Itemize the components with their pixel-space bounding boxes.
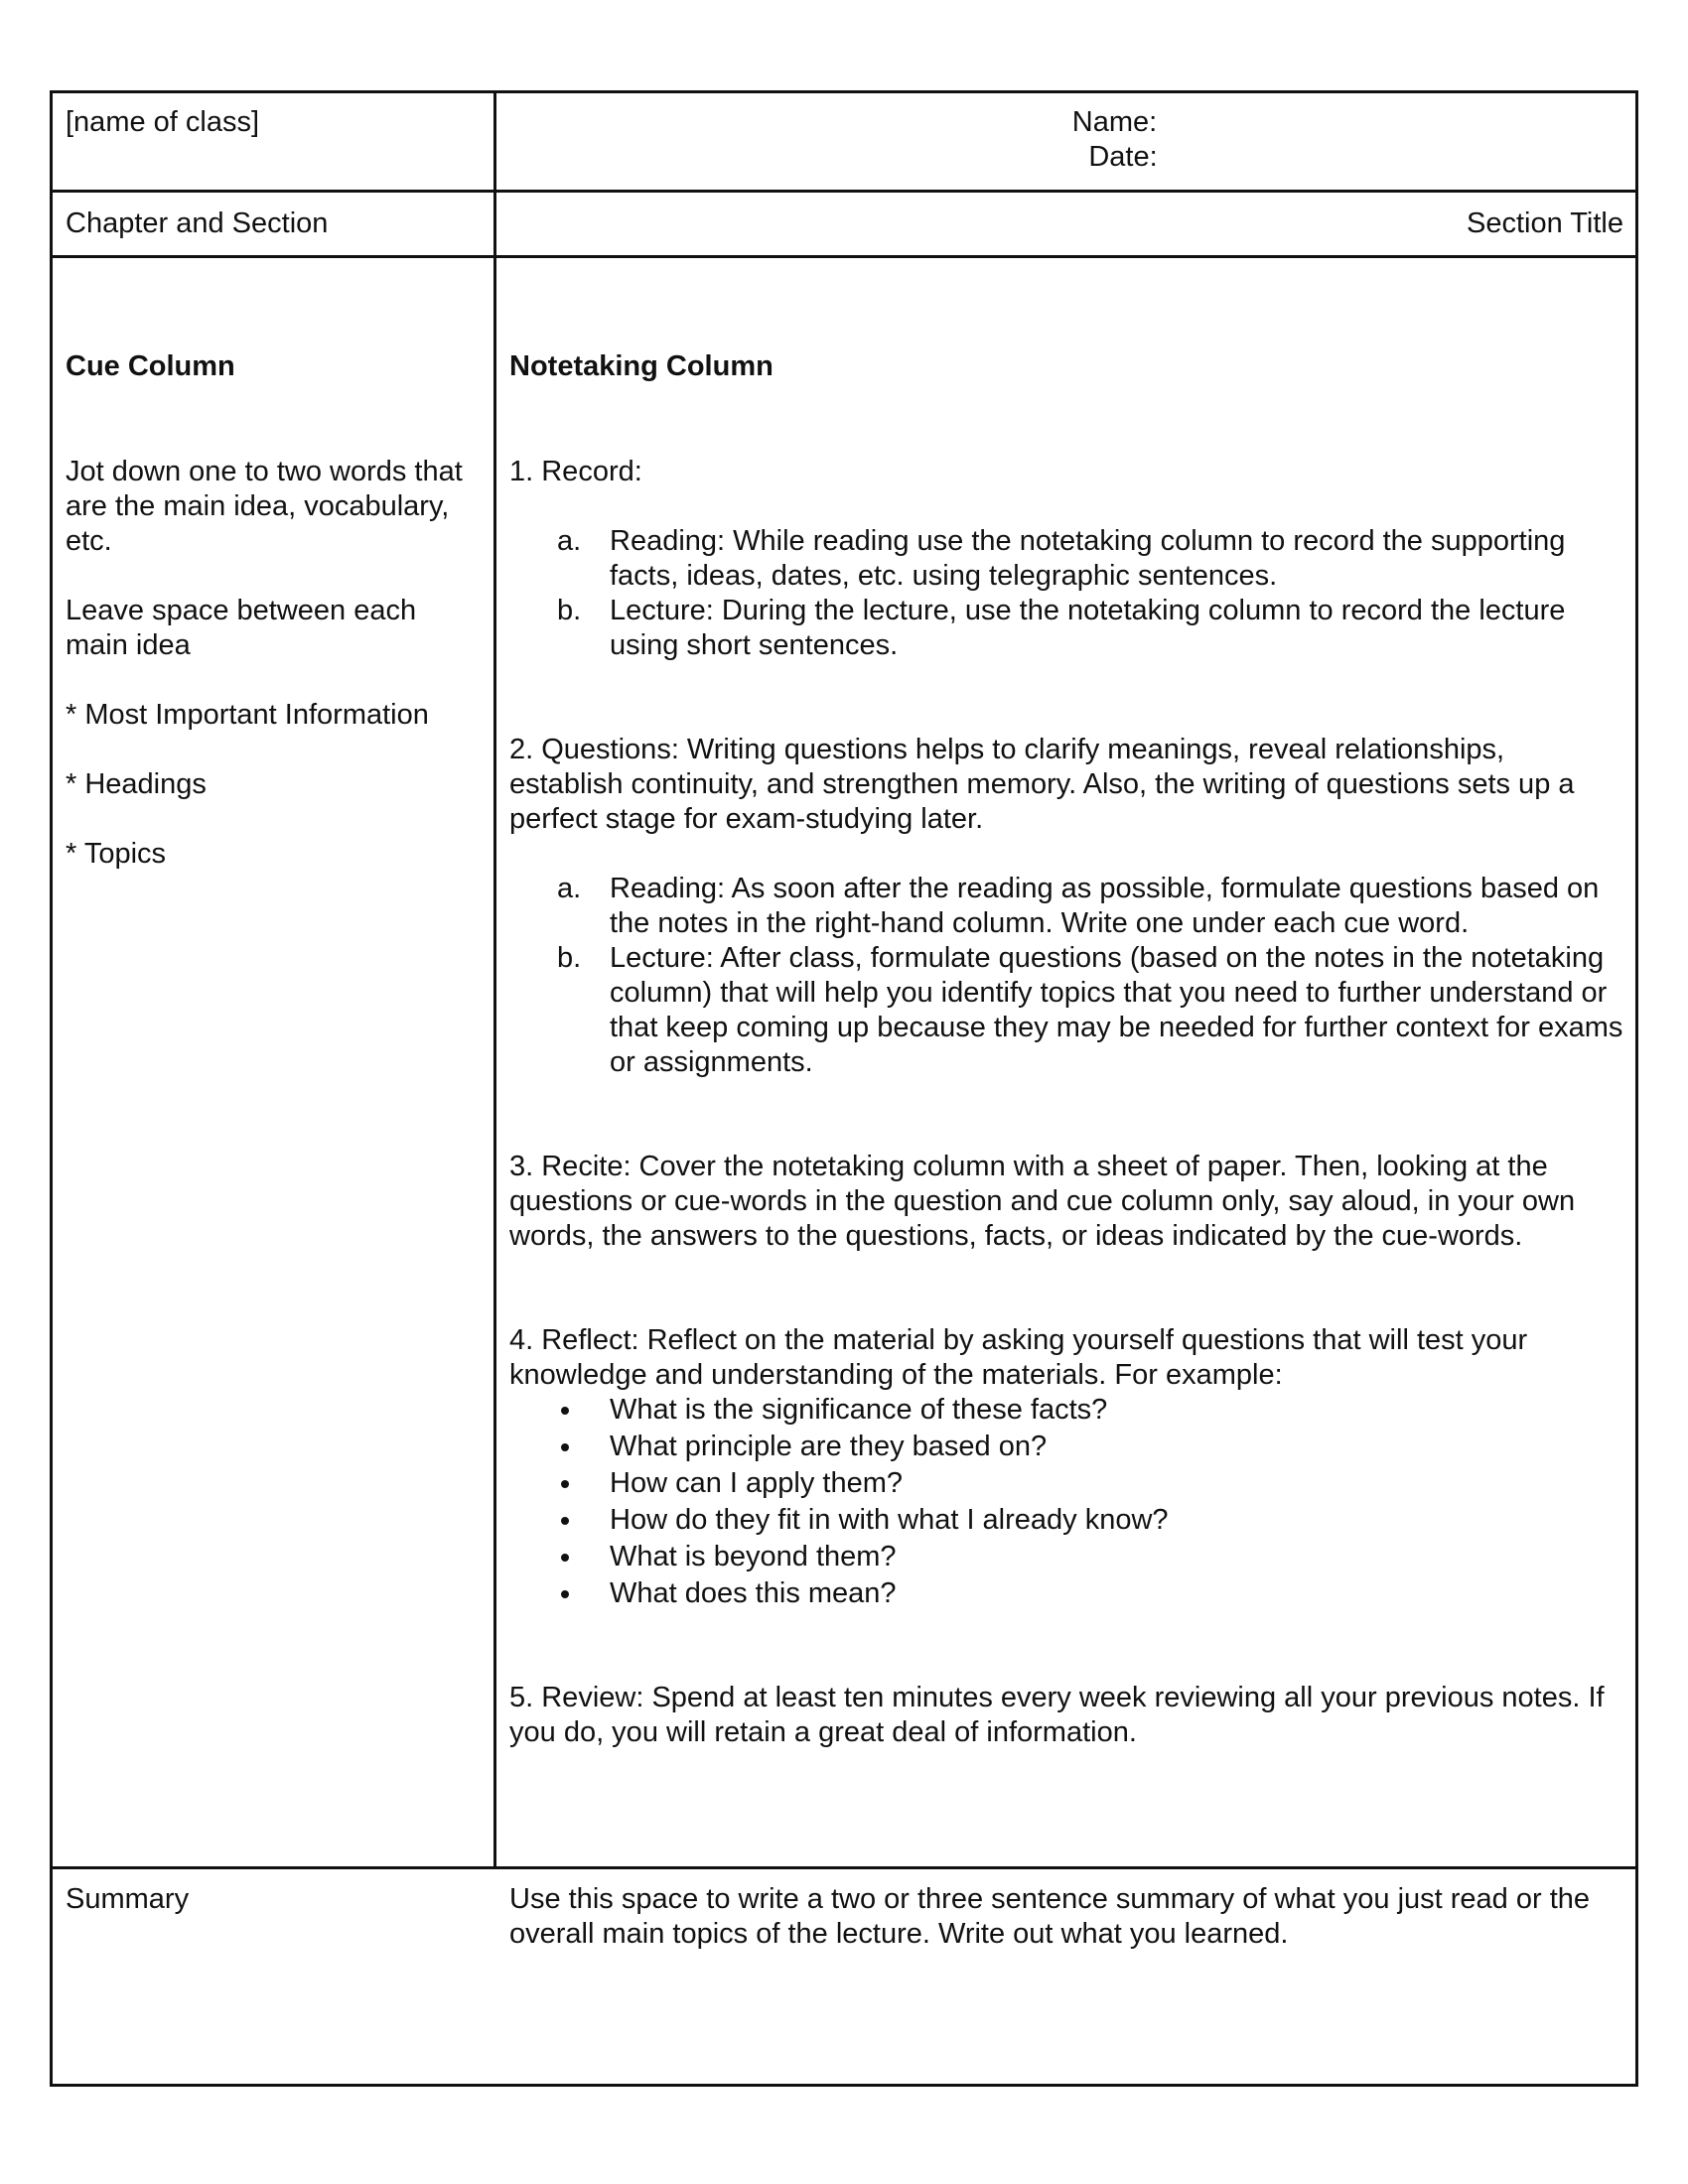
list-item-text: Reading: While reading use the notetaking column to record the supporting facts, ideas, dates, etc. using telegraphic sentences.	[610, 525, 1566, 592]
list-marker: a.	[557, 873, 582, 904]
list-item	[509, 594, 1623, 663]
list-marker: a.	[557, 525, 582, 557]
bullet-item	[509, 1430, 1623, 1464]
chapter-section-cell[interactable]	[53, 193, 496, 258]
list-item	[509, 872, 1623, 941]
bullet-text: What is the significance of these facts?	[610, 1394, 1108, 1426]
summary-label-cell[interactable]	[53, 1869, 496, 2084]
bullet-item	[509, 1466, 1623, 1501]
bullet-text: What does this mean?	[610, 1577, 897, 1609]
step-reflect-title: 4. Reflect: Reflect on the material by asking yourself questions that will test your knowledge and understanding of the materials. For example:	[509, 1324, 1528, 1391]
summary-text-cell[interactable]	[496, 1869, 1635, 2084]
bullet-item	[509, 1540, 1623, 1574]
notetaking-column-heading: Notetaking Column	[509, 350, 774, 382]
date-label: Date:	[1088, 141, 1158, 173]
step-recite: 3. Recite: Cover the notetaking column with a sheet of paper. Then, looking at the questions or cue-words in the question and cue column only, say aloud, in your own words, the answers to the questions, facts, or ideas indicated by the cue-words.	[509, 1151, 1576, 1252]
bullet-text: What principle are they based on?	[610, 1431, 1048, 1462]
cue-column[interactable]	[53, 258, 496, 1869]
cue-paragraph: Leave space between each main idea	[66, 595, 417, 661]
cornell-notes-table	[50, 90, 1638, 2087]
cue-paragraph: * Most Important Information	[66, 699, 429, 731]
list-item-text: Lecture: During the lecture, use the notetaking column to record the lecture using short sentences.	[610, 595, 1566, 661]
list-item-text: Lecture: After class, formulate questions (based on the notes in the notetaking column) that will help you identify topics that you need to further understand or that keep coming up because they may be needed for further context for exams or assignments.	[610, 942, 1623, 1078]
name-date-cell[interactable]	[496, 93, 1635, 193]
cue-paragraph: * Headings	[66, 768, 207, 800]
section-title: Section Title	[1467, 207, 1623, 239]
cue-paragraph: * Topics	[66, 838, 167, 870]
cue-column-heading: Cue Column	[66, 350, 235, 382]
bullet-dot	[561, 1590, 569, 1598]
questions-list	[509, 872, 1623, 1080]
name-label: Name:	[1071, 106, 1158, 138]
list-item	[509, 941, 1623, 1080]
bullet-text: What is beyond them?	[610, 1541, 897, 1572]
bullet-dot	[561, 1554, 569, 1562]
bullet-item	[509, 1576, 1623, 1611]
list-item-text: Reading: As soon after the reading as possible, formulate questions based on the notes in the right-hand column. Write one under each cue word.	[610, 873, 1600, 939]
bullet-item	[509, 1393, 1623, 1428]
bullet-dot	[561, 1480, 569, 1488]
notetaking-column[interactable]	[496, 258, 1635, 1869]
bullet-dot	[561, 1517, 569, 1525]
chapter-label: Chapter and Section	[66, 207, 329, 239]
bullet-item	[509, 1503, 1623, 1538]
step-review: 5. Review: Spend at least ten minutes every week reviewing all your previous notes. If you do, you will retain a great deal of information.	[509, 1682, 1605, 1748]
list-marker: b.	[557, 595, 582, 626]
list-marker: b.	[557, 942, 582, 974]
summary-text: Use this space to write a two or three sentence summary of what you just read or the overall main topics of the lecture. Write out what you learned.	[509, 1883, 1591, 1950]
bullet-text: How can I apply them?	[610, 1467, 903, 1499]
step-questions-title: 2. Questions: Writing questions helps to clarify meanings, reveal relationships, establish continuity, and strengthen memory. Also, the writing of questions sets up a perfect stage for exam-studying later.	[509, 734, 1575, 835]
cue-instructions	[66, 455, 482, 872]
reflect-bullets	[509, 1393, 1623, 1611]
cue-paragraph: Jot down one to two words that are the main idea, vocabulary, etc.	[66, 456, 463, 557]
bullet-dot	[561, 1443, 569, 1451]
class-name-cell[interactable]	[53, 93, 496, 193]
class-name: [name of class]	[66, 106, 260, 138]
step-record-title: 1. Record:	[509, 456, 642, 487]
bullet-dot	[561, 1407, 569, 1415]
bullet-text: How do they fit in with what I already know?	[610, 1504, 1169, 1536]
notetaking-instructions	[509, 455, 1623, 1750]
record-list	[509, 524, 1623, 663]
section-title-cell[interactable]	[496, 193, 1635, 258]
list-item	[509, 524, 1623, 594]
summary-label: Summary	[66, 1883, 190, 1915]
